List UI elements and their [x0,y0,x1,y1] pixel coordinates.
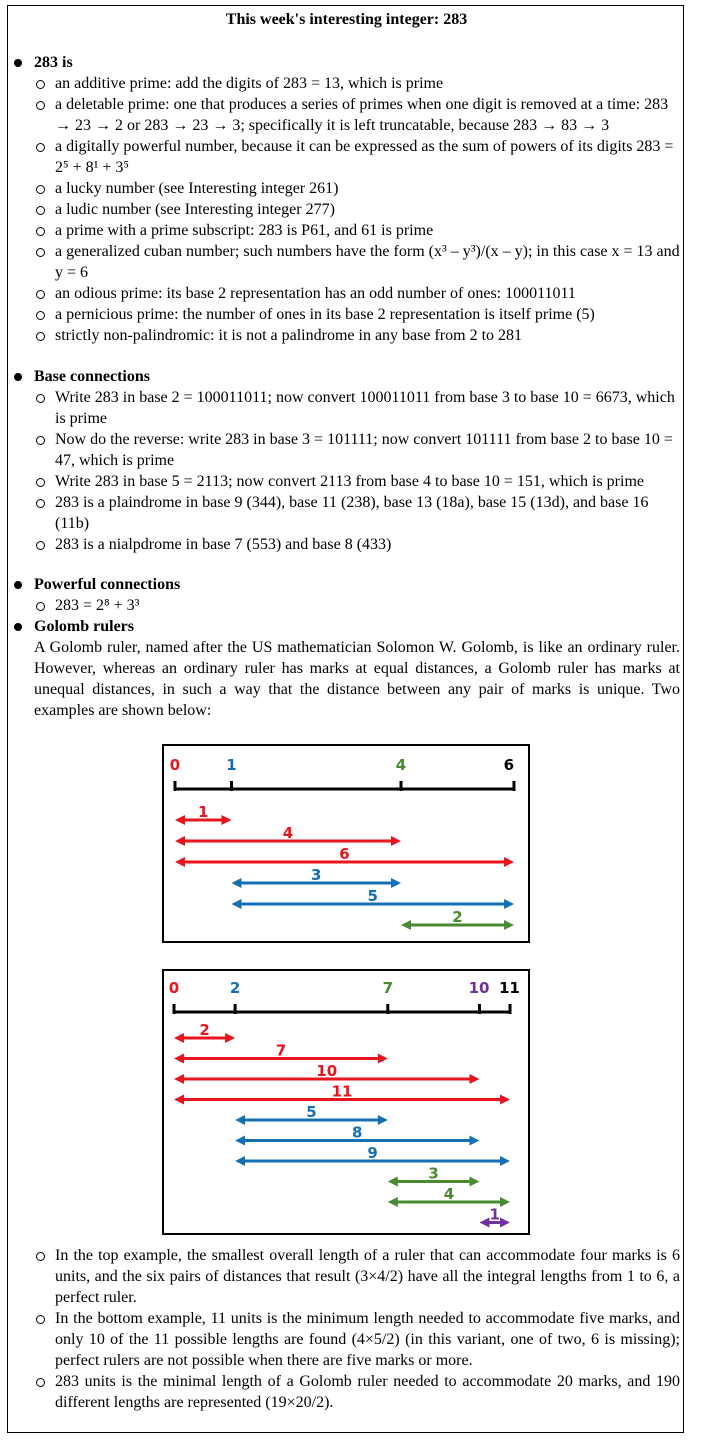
properties-list [55,73,680,346]
distance-arrow [235,1124,479,1146]
ruler-svg [164,746,528,941]
distance-arrow [175,803,232,825]
distance-label: 6 [339,845,350,863]
distance-arrow [174,1021,235,1043]
distance-arrow [235,1144,510,1166]
article-frame [7,5,684,1433]
list-item: 283 is a plaindrome in base 9 (344), base 11 (238), base 13 (18a), base 15 (13d), and base 16 (11b) [55,492,680,534]
distance-arrow [174,1083,510,1105]
list-item: Now do the reverse: write 283 in base 3 = 101111; now convert 101111 from base 2 to base 10 = 47, which is prime [55,429,680,471]
list-item: a digitally powerful number, because it can be expressed as the sum of powers of its digits 283 = 2⁵ + 8¹ + 3⁵ [55,136,680,178]
list-item: In the top example, the smallest overall length of a ruler that can accommodate four marks is 6 units, and the six pairs of distances that result (3×4/2) have all the integral lengths from 1 to 6, a perfect ruler. [55,1247,680,1306]
distance-label: 4 [282,824,294,842]
mark-label: 0 [168,979,180,997]
section-heading: Base connections [34,366,150,387]
distance-arrow [174,1062,479,1084]
distance-label: 3 [311,866,322,884]
list-item: Write 283 in base 2 = 100011011; now convert 100011011 from base 3 to base 10 = 6673, which is prime [55,387,680,429]
distance-label: 2 [452,908,463,926]
mark-label: 2 [229,979,241,997]
golomb-explanation-list [55,1245,680,1413]
distance-label: 4 [443,1185,455,1203]
distance-label: 10 [316,1062,338,1080]
distance-label: 7 [275,1041,287,1060]
page-title: This week's interesting integer: 283 [225,11,468,28]
distance-label: 1 [198,803,209,821]
base-connections-list [55,387,680,555]
bullet-icon [14,623,22,631]
distance-arrow [388,1165,480,1187]
distance-arrow [174,1042,388,1064]
list-item: an additive prime: add the digits of 283 = 13, which is prime [55,73,680,94]
distance-arrow [388,1185,510,1207]
golomb-ruler-diagram-bottom [162,969,530,1235]
list-item: an odious prime: its base 2 representation has an odd number of ones: 100011011 [55,283,680,304]
golomb-ruler-diagram-top [162,744,530,943]
list-item: a deletable prime: one that produces a series of primes when one digit is removed at a time: 283 → 23 → 2 or 283 → 23 → 3; specifically it is left truncatable, because 283 → 83 → 3 [55,94,680,136]
mark-label: 10 [468,979,490,997]
list-item: a ludic number (see Interesting integer 277) [55,199,680,220]
list-item: a prime with a prime subscript: 283 is P61, and 61 is prime [55,220,680,241]
distance-arrow [175,845,514,867]
distance-label: 8 [352,1123,363,1142]
mark-label: 7 [382,979,394,997]
distance-arrow [232,866,402,888]
list-item: a lucky number (see Interesting integer 261) [55,178,680,199]
list-item: strictly non-palindromic: it is not a palindrome in any base from 2 to 281 [55,325,680,346]
section-heading: Golomb rulers [34,616,134,637]
distance-label: 1 [489,1205,500,1224]
list-item: 283 units is the minimal length of a Golomb ruler needed to accommodate 20 marks, and 190 different lengths are represented (19×20/2). [55,1373,680,1411]
distance-label: 2 [199,1021,210,1039]
distance-label: 9 [367,1144,378,1162]
golomb-paragraph: A Golomb ruler, named after the US mathematician Solomon W. Golomb, is like an ordinary ruler. However, whereas an ordinary ruler has marks at equal distances, a Golomb ruler has marks at unequal distances, in such a way that the distance between any pair of marks is unique. Two examples are shown below: [34,639,680,719]
list-item: a generalized cuban number; such numbers have the form (x³ – y³)/(x – y); in this case x = 13 and y = 6 [55,243,680,281]
powerful-list [55,595,680,616]
mark-label: 4 [395,756,407,774]
list-item: 283 = 2⁸ + 3³ [55,595,680,616]
mark-label: 11 [499,979,520,997]
list-item: 283 is a nialpdrome in base 7 (553) and base 8 (433) [55,534,680,555]
list-item: In the bottom example, 11 units is the minimum length needed to accommodate five marks, and only 10 of the 11 possible lengths are found (4×5/2) (in this variant, one of two, 6 is missing); perfect rulers are not possible when there are five marks or more. [55,1310,680,1369]
distance-label: 5 [367,887,378,905]
distance-arrow [175,824,401,846]
distance-label: 3 [428,1164,439,1183]
bullet-icon [14,59,22,67]
distance-label: 5 [306,1103,317,1121]
mark-label: 1 [226,756,237,774]
bullet-icon [14,373,22,381]
distance-arrow [479,1206,510,1228]
distance-arrow [232,887,515,909]
mark-label: 0 [169,756,181,774]
distance-arrow [401,908,514,930]
bullet-icon [14,581,22,589]
mark-label: 6 [503,756,514,774]
distance-label: 11 [331,1082,353,1101]
list-item: Write 283 in base 5 = 2113; now convert 2113 from base 4 to base 10 = 151, which is prime [55,471,680,492]
list-item: a pernicious prime: the number of ones in its base 2 representation is itself prime (5) [55,304,680,325]
distance-arrow [235,1103,388,1125]
ruler-svg [164,971,528,1233]
section-heading: 283 is [34,52,73,73]
section-heading: Powerful connections [34,574,180,595]
